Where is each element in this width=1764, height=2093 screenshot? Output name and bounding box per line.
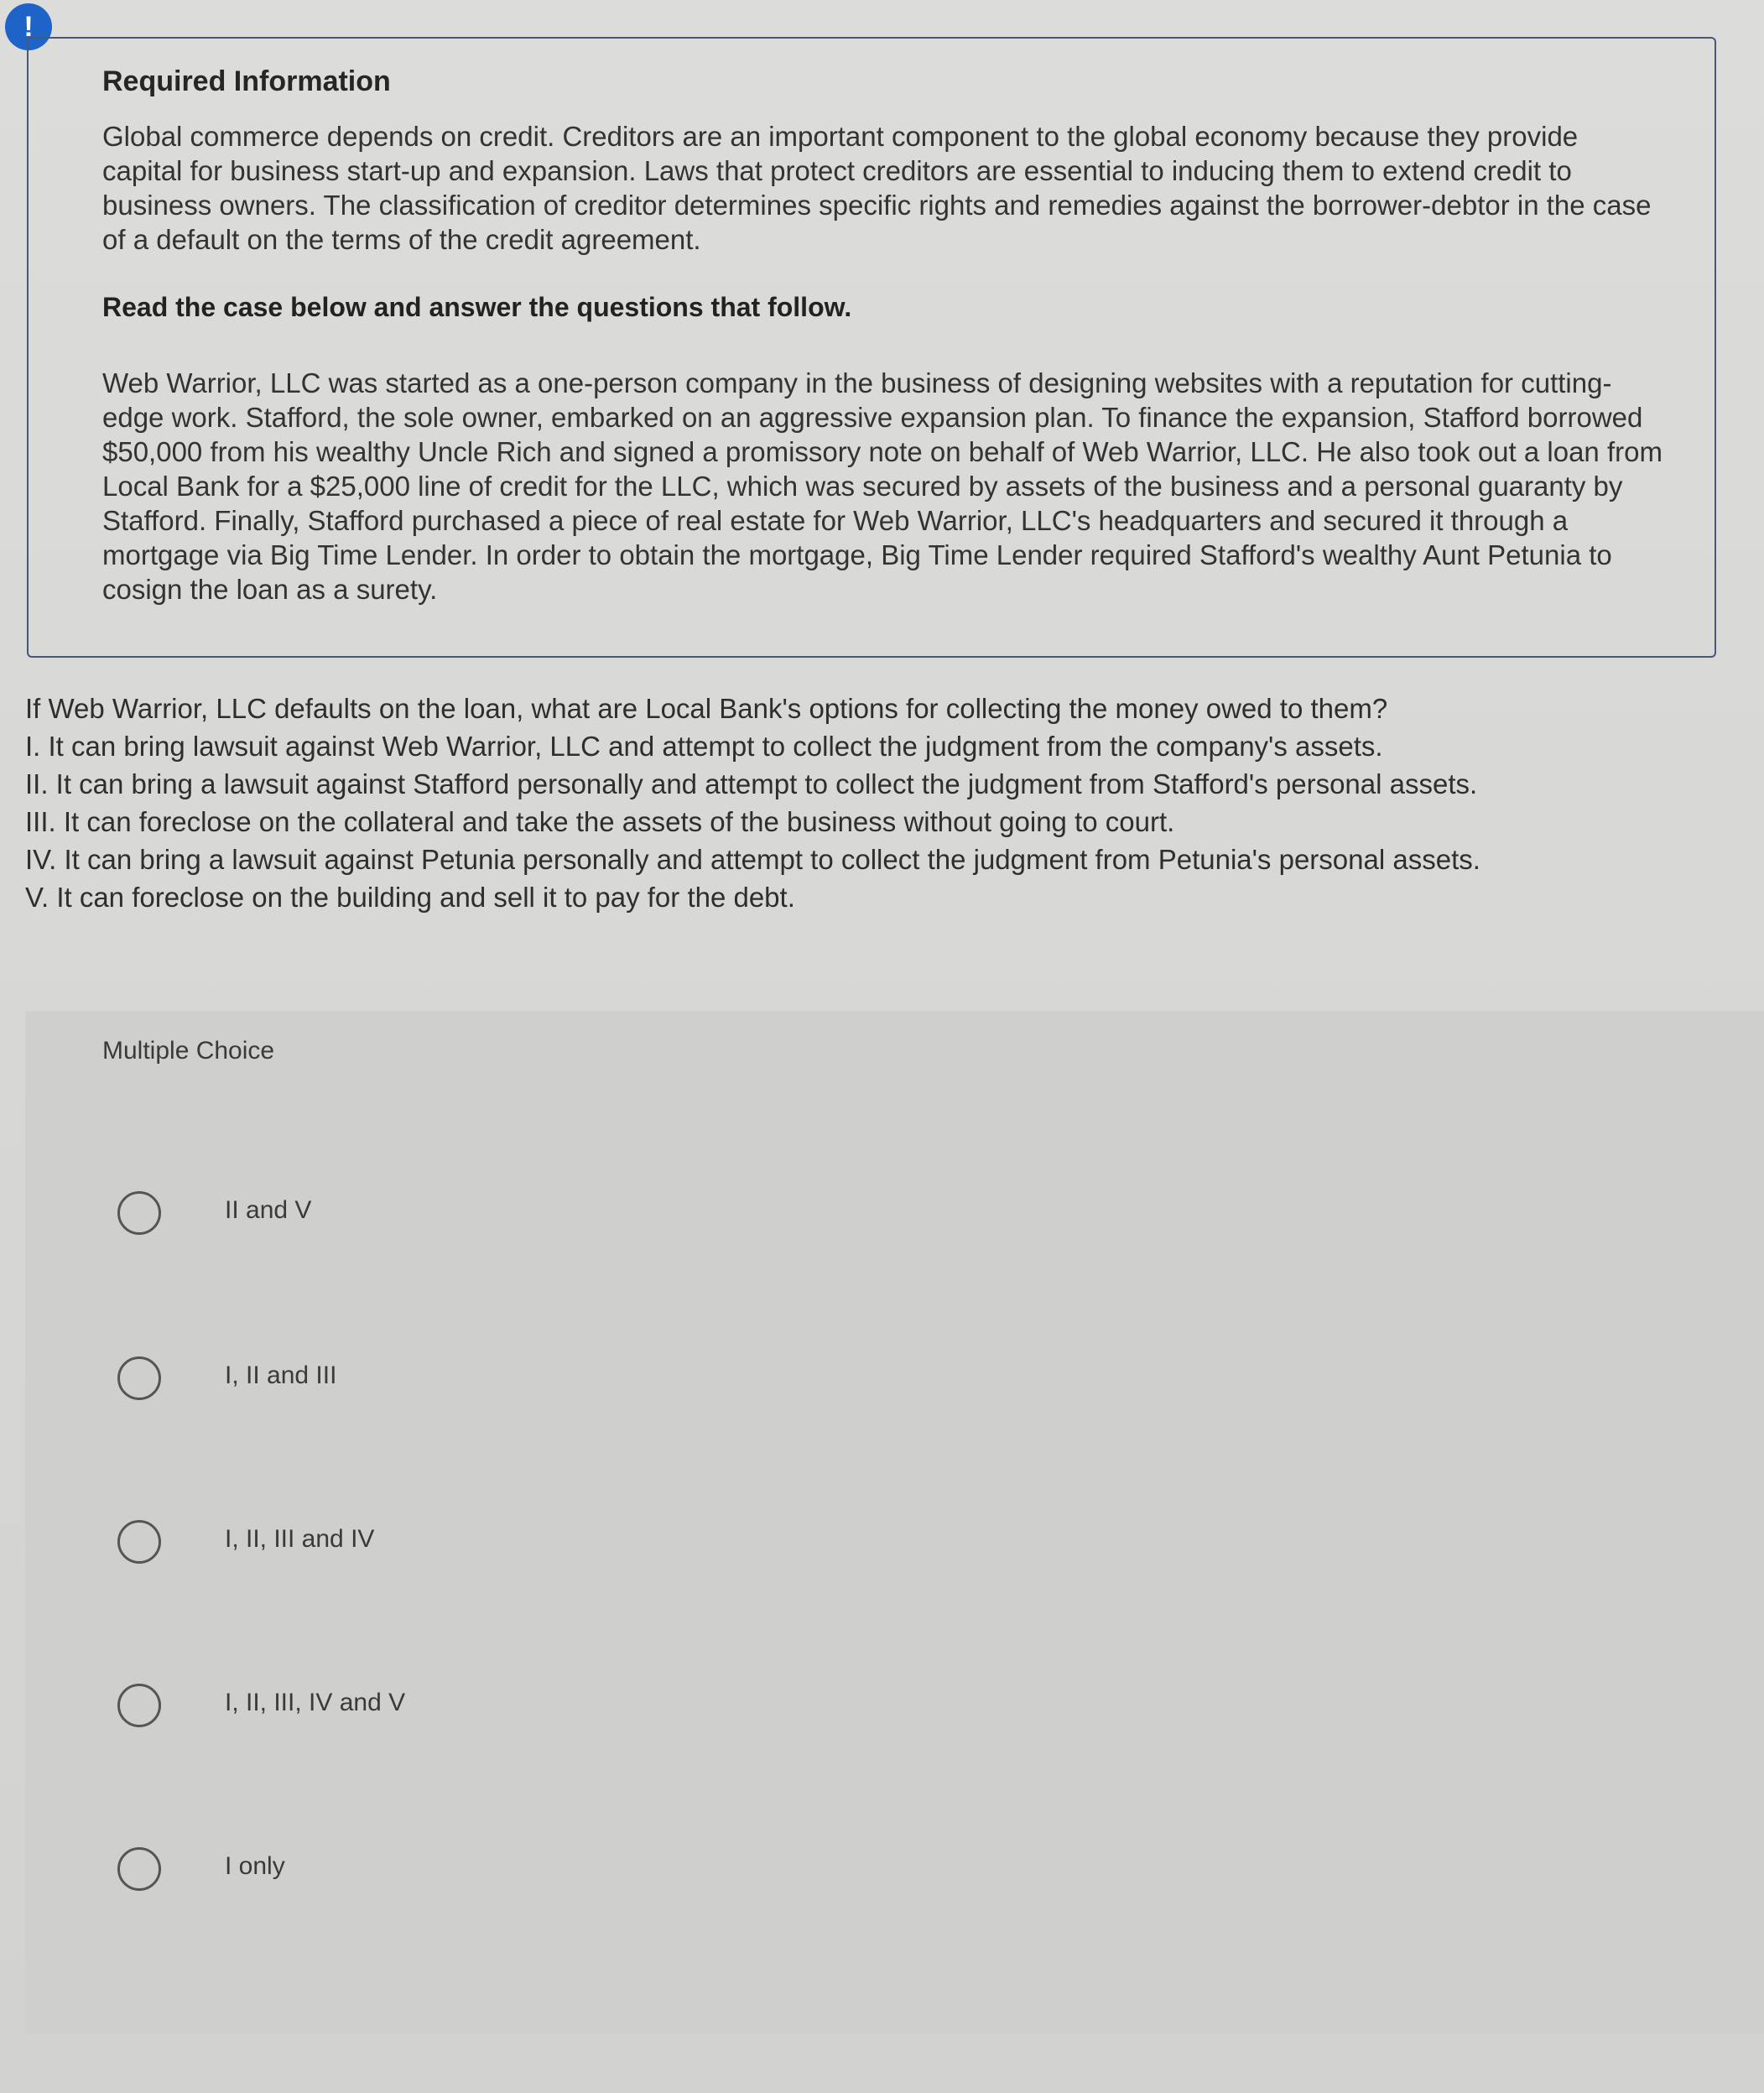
choice-label: I, II, III and IV [225, 1525, 375, 1553]
info-instruction: Read the case below and answer the questions that follow. [102, 292, 852, 322]
choice-option-3[interactable] [117, 1517, 872, 1575]
radio-button[interactable] [117, 1847, 161, 1891]
radio-button[interactable] [117, 1191, 161, 1235]
radio-button[interactable] [117, 1520, 161, 1564]
multiple-choice-label: Multiple Choice [102, 1037, 275, 1065]
radio-button[interactable] [117, 1356, 161, 1400]
choice-option-1[interactable] [117, 1188, 872, 1247]
choice-label: I only [225, 1852, 285, 1880]
statement-2: II. It can bring a lawsuit against Stafford personally and attempt to collect the judgment from Stafford's personal assets. [25, 768, 1478, 799]
case-paragraph: Web Warrior, LLC was started as a one-person company in the business of designing websites with a reputation for cutting-edge work. Stafford, the sole owner, embarked on an aggressive expansion plan. To finance the expansion, Stafford borrowed $50,000 from his wealthy Uncle Rich and signed a promissory note on behalf of Web Warrior, LLC. He also took out a loan from Local Bank for a $25,000 line of credit for the LLC, which was secured by assets of the business and a personal guaranty by Stafford. Finally, Stafford purchased a piece of real estate for Web Warrior, LLC's headquarters and secured it through a mortgage via Big Time Lender. In order to obtain the mortgage, Big Time Lender required Stafford's wealthy Aunt Petunia to cosign the loan as a surety. [102, 367, 1663, 605]
choice-option-5[interactable] [117, 1844, 872, 1903]
info-intro-paragraph: Global commerce depends on credit. Creditors are an important component to the global economy because they provide capital for business start-up and expansion. Laws that protect creditors are essential to inducing them to extend credit to business owners. The classification of creditor determines specific rights and remedies against the borrower-debtor in the case of a default on the terms of the credit agreement. [102, 121, 1652, 255]
choice-option-4[interactable] [117, 1680, 872, 1739]
statement-5: V. It can foreclose on the building and sell it to pay for the debt. [25, 882, 795, 913]
info-title: Required Information [102, 65, 391, 97]
statement-1: I. It can bring lawsuit against Web Warrior, LLC and attempt to collect the judgment from the company's assets. [25, 731, 1383, 762]
statement-3: III. It can foreclose on the collateral and take the assets of the business without going to court. [25, 806, 1175, 837]
question-block [25, 690, 1736, 916]
choice-label: I, II, III, IV and V [225, 1689, 406, 1716]
alert-icon: ! [5, 3, 52, 50]
radio-button[interactable] [117, 1684, 161, 1727]
choice-label: II and V [225, 1196, 312, 1224]
statement-4: IV. It can bring a lawsuit against Petunia personally and attempt to collect the judgment from Petunia's personal assets. [25, 844, 1480, 875]
choice-option-2[interactable] [117, 1353, 872, 1412]
question-prompt: If Web Warrior, LLC defaults on the loan, what are Local Bank's options for collecting the money owed to them? [25, 693, 1388, 724]
choice-label: I, II and III [225, 1361, 337, 1389]
